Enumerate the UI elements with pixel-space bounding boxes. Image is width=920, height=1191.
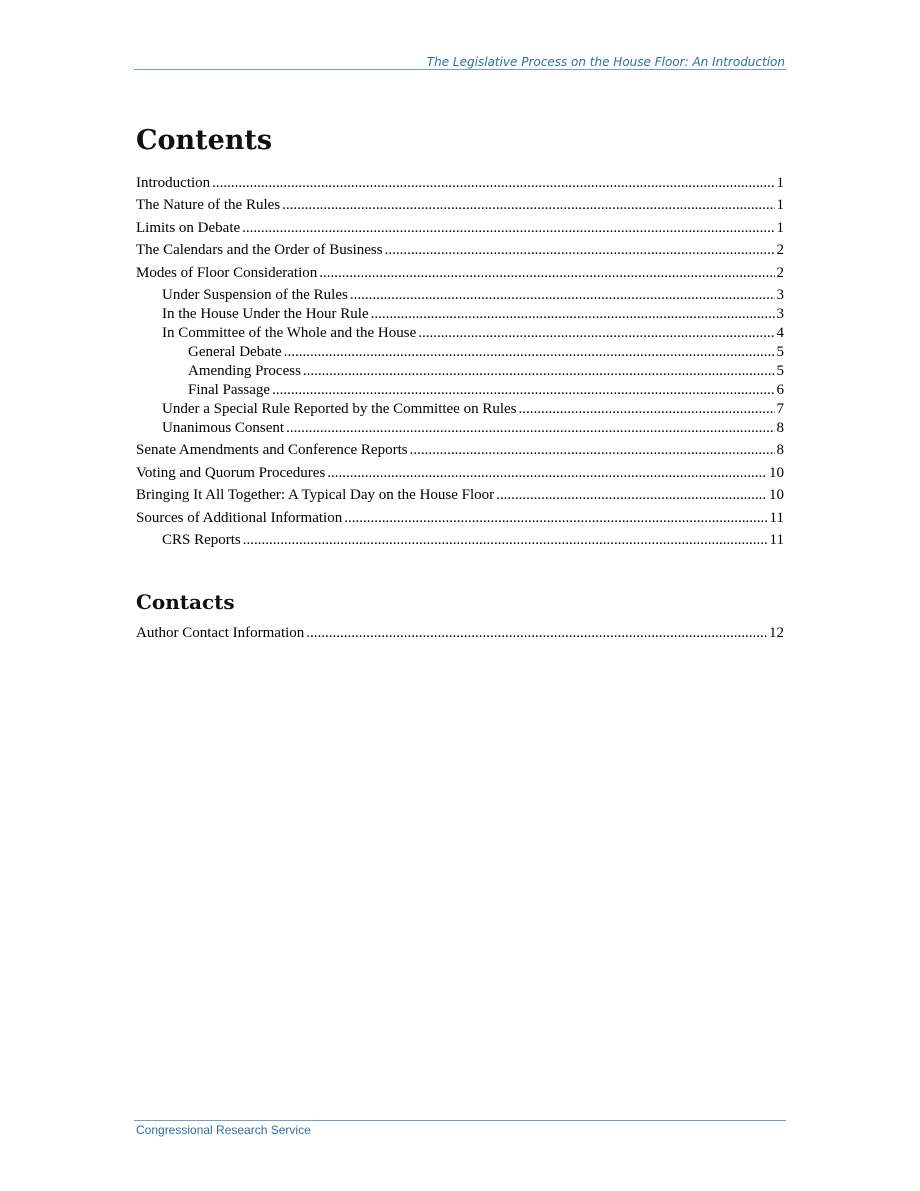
toc-entry[interactable] bbox=[136, 174, 784, 193]
toc-entry-page: 2 bbox=[776, 242, 784, 259]
toc-subentry[interactable] bbox=[136, 419, 784, 438]
toc-entry-page: 1 bbox=[776, 197, 784, 214]
toc-subentry[interactable] bbox=[136, 531, 784, 550]
toc-entry-title: Amending Process bbox=[188, 362, 301, 379]
toc-entry-title: Sources of Additional Information bbox=[136, 509, 343, 526]
toc-entry-title: Bringing It All Together: A Typical Day on the House Floor bbox=[136, 487, 495, 504]
running-header-title: The Legislative Process on the House Floor: An Introduction bbox=[426, 55, 785, 69]
toc-entry-title: Unanimous Consent bbox=[162, 419, 285, 436]
contacts-list bbox=[136, 624, 784, 643]
toc-entry-page: 1 bbox=[776, 175, 784, 191]
toc-entry-title: Under Suspension of the Rules bbox=[162, 286, 348, 303]
toc-entry-page: 8 bbox=[776, 442, 784, 459]
toc-entry-title: Final Passage bbox=[188, 381, 271, 398]
footer-divider bbox=[134, 1120, 786, 1121]
toc-entry[interactable] bbox=[136, 219, 784, 238]
toc-subsubentry[interactable] bbox=[136, 343, 784, 362]
toc-entry-page: 6 bbox=[776, 381, 784, 398]
toc-entry[interactable] bbox=[136, 264, 784, 283]
toc-entry[interactable] bbox=[136, 241, 784, 260]
toc-leader-dots bbox=[284, 343, 775, 362]
toc-leader-dots bbox=[212, 174, 774, 193]
toc-entry-title: In the House Under the Hour Rule bbox=[162, 305, 369, 322]
toc-entry-page: 11 bbox=[769, 509, 784, 526]
toc-leader-dots bbox=[286, 419, 774, 438]
toc-entry-page: 5 bbox=[776, 343, 784, 360]
toc-subsubentry[interactable] bbox=[136, 381, 784, 400]
contents-heading: Contents bbox=[136, 125, 273, 156]
toc-leader-dots bbox=[303, 362, 775, 381]
toc-entry-page: 1 bbox=[776, 219, 784, 236]
toc-entry-title: Senate Amendments and Conference Reports bbox=[136, 442, 408, 459]
toc-entry[interactable] bbox=[136, 486, 784, 505]
table-of-contents bbox=[136, 174, 784, 550]
toc-entry-title: Modes of Floor Consideration bbox=[136, 264, 318, 281]
toc-entry-page: 3 bbox=[776, 286, 784, 303]
toc-entry-page: 8 bbox=[776, 419, 784, 436]
toc-entry-page: 4 bbox=[776, 324, 784, 341]
toc-leader-dots bbox=[371, 305, 775, 324]
contacts-heading: Contacts bbox=[136, 590, 235, 614]
toc-entry[interactable] bbox=[136, 624, 784, 643]
toc-entry-title: CRS Reports bbox=[162, 531, 241, 548]
toc-entry-page: 11 bbox=[769, 531, 784, 548]
toc-subsubentry[interactable] bbox=[136, 362, 784, 381]
toc-leader-dots bbox=[242, 219, 774, 238]
toc-entry-title: Introduction bbox=[136, 175, 211, 191]
toc-entry-page: 12 bbox=[769, 625, 784, 641]
toc-entry[interactable] bbox=[136, 441, 784, 460]
toc-entry-page: 10 bbox=[769, 487, 784, 504]
toc-leader-dots bbox=[385, 241, 775, 260]
toc-entry[interactable] bbox=[136, 509, 784, 528]
toc-entry-page: 2 bbox=[776, 264, 784, 281]
toc-entry-page: 7 bbox=[776, 400, 784, 417]
toc-entry-page: 3 bbox=[776, 305, 784, 322]
toc-subentry[interactable] bbox=[136, 324, 784, 343]
toc-entry-title: In Committee of the Whole and the House bbox=[162, 324, 417, 341]
header-divider bbox=[134, 69, 786, 70]
toc-leader-dots bbox=[306, 624, 767, 643]
toc-leader-dots bbox=[519, 400, 775, 419]
toc-leader-dots bbox=[350, 286, 775, 305]
toc-entry-page: 5 bbox=[776, 362, 784, 379]
toc-leader-dots bbox=[319, 264, 774, 283]
toc-entry-title: Under a Special Rule Reported by the Committee on Rules bbox=[162, 400, 517, 417]
toc-leader-dots bbox=[344, 509, 767, 528]
toc-leader-dots bbox=[282, 196, 774, 215]
toc-entry-title: Author Contact Information bbox=[136, 625, 305, 641]
toc-entry-title: The Calendars and the Order of Business bbox=[136, 242, 383, 259]
toc-leader-dots bbox=[410, 441, 775, 460]
toc-leader-dots bbox=[243, 531, 768, 550]
toc-leader-dots bbox=[272, 381, 774, 400]
toc-leader-dots bbox=[496, 486, 767, 505]
toc-subentry[interactable] bbox=[136, 400, 784, 419]
toc-entry-title: Voting and Quorum Procedures bbox=[136, 464, 326, 481]
toc-entry-title: Limits on Debate bbox=[136, 219, 241, 236]
toc-entry[interactable] bbox=[136, 464, 784, 483]
toc-entry-title: The Nature of the Rules bbox=[136, 197, 281, 214]
toc-entry-title: General Debate bbox=[188, 343, 282, 360]
toc-leader-dots bbox=[418, 324, 774, 343]
toc-subentry[interactable] bbox=[136, 286, 784, 305]
toc-entry[interactable] bbox=[136, 196, 784, 215]
toc-leader-dots bbox=[327, 464, 767, 483]
footer-publisher: Congressional Research Service bbox=[136, 1123, 311, 1137]
toc-entry-page: 10 bbox=[769, 464, 784, 481]
toc-subentry[interactable] bbox=[136, 305, 784, 324]
